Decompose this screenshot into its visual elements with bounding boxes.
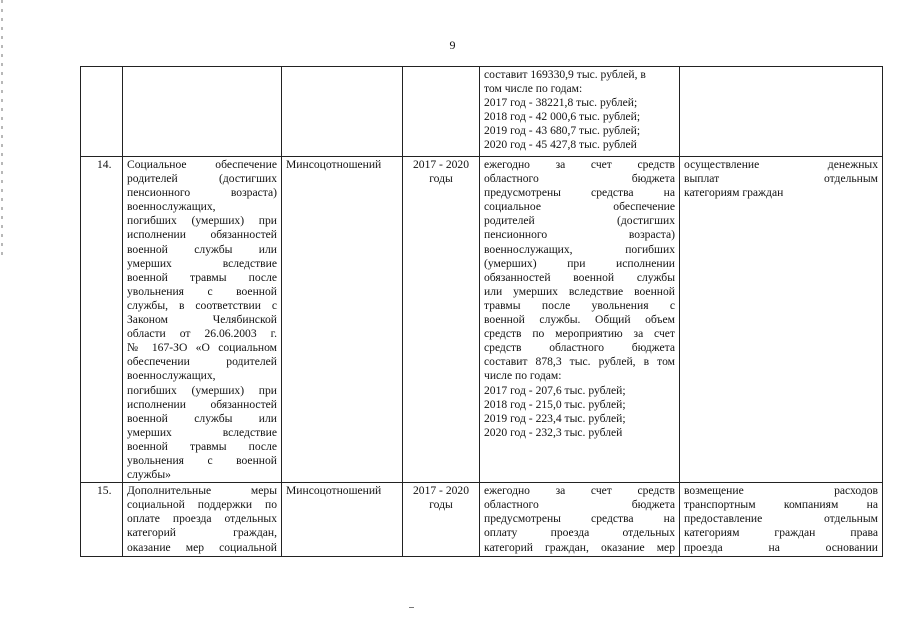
text-line: выплат отдельным xyxy=(684,172,878,186)
financing-cell xyxy=(480,157,680,483)
text-line: умерших вследствие xyxy=(127,256,277,270)
table-row xyxy=(81,157,883,483)
text-line: военнослужащих, xyxy=(127,369,216,383)
text-line: категорий граждан, оказание мер xyxy=(484,540,675,554)
text-line: том числе по годам: xyxy=(484,82,583,96)
result-cell xyxy=(680,67,883,157)
text-line: составит 878,3 тыс. рублей, в том xyxy=(484,355,675,369)
text-line: военной службы или xyxy=(127,411,277,425)
text-line: Законом Челябинской xyxy=(127,313,277,327)
text-line: исполнении обязанностей xyxy=(127,228,277,242)
text-line: увольнения с военной xyxy=(127,453,277,467)
term-cell xyxy=(403,483,480,557)
executor-cell xyxy=(282,67,403,157)
text-line: годы xyxy=(429,172,453,186)
text-line: Дополнительные меры xyxy=(127,484,277,498)
text-line: обеспечении родителей xyxy=(127,355,277,369)
text-line: службы, в соответствии с xyxy=(127,298,277,312)
result-cell xyxy=(680,157,883,483)
text-line: военной службы или xyxy=(127,242,277,256)
text-line: 2017 год - 207,6 тыс. рублей; xyxy=(484,383,626,397)
text-line: категориям граждан xyxy=(684,186,784,200)
text-line: составит 169330,9 тыс. рублей, в xyxy=(484,68,646,81)
row-number-cell: 15. xyxy=(81,483,123,557)
text-line: 2018 год - 42 000,6 тыс. рублей; xyxy=(484,110,641,124)
text-line: средств областного бюджета xyxy=(484,341,675,355)
text-line: предусмотрены средства на xyxy=(484,512,675,526)
text-line: увольнения с военной xyxy=(127,284,277,298)
scan-mark xyxy=(409,607,414,608)
text-line: оплату проезда отдельных xyxy=(484,526,675,540)
text-line: военной травмы после xyxy=(127,439,277,453)
text-line: пенсионного возраста) xyxy=(484,228,675,242)
program-measures-table xyxy=(80,66,883,557)
text-line: осуществление денежных xyxy=(684,158,878,171)
term-cell xyxy=(403,67,480,157)
measure-name-cell xyxy=(123,483,282,557)
text-line: военной травмы после xyxy=(127,270,277,284)
text-line: 2017 год - 38221,8 тыс. рублей; xyxy=(484,96,638,110)
text-line: или умерших вследствие военной xyxy=(484,284,675,298)
text-line: 2017 - 2020 xyxy=(412,484,470,498)
text-line: числе по годам: xyxy=(484,369,562,383)
text-line: 2020 год - 45 427,8 тыс. рублей xyxy=(484,138,637,152)
text-line: 2018 год - 215,0 тыс. рублей; xyxy=(484,397,626,411)
measure-name-cell xyxy=(123,157,282,483)
text-line: № 167-ЗО «О социальном xyxy=(127,341,277,355)
text-line: областного бюджета xyxy=(484,498,675,512)
text-line: 2020 год - 232,3 тыс. рублей xyxy=(484,425,623,439)
table-row xyxy=(81,483,883,557)
text-line: родителей (достигших xyxy=(484,214,675,228)
text-line: области от 26.06.2003 г. xyxy=(127,327,277,341)
text-line: проезда на основании xyxy=(684,540,878,554)
text-line: предусмотрены средства на xyxy=(484,186,675,200)
financing-cell xyxy=(480,483,680,557)
text-line: умерших вследствие xyxy=(127,425,277,439)
text-line: обязанностей военной службы xyxy=(484,270,675,284)
measure-name-cell xyxy=(123,67,282,157)
text-line: военнослужащих, погибших xyxy=(484,242,675,256)
text-line: возмещение расходов xyxy=(684,484,878,498)
text-line: ежегодно за счет средств xyxy=(484,484,675,498)
text-line: погибших (умерших) при xyxy=(127,383,277,397)
text-line: 2019 год - 223,4 тыс. рублей; xyxy=(484,411,626,425)
text-line: 2019 год - 43 680,7 тыс. рублей; xyxy=(484,124,641,138)
text-line: родителей (достигших xyxy=(127,172,277,186)
text-line: пенсионного возраста) xyxy=(127,186,277,200)
row-number-cell: 14. xyxy=(81,157,123,483)
text-line: областного бюджета xyxy=(484,172,675,186)
text-line: социальное обеспечение xyxy=(484,200,675,214)
text-line: ежегодно за счет средств xyxy=(484,158,675,171)
result-cell xyxy=(680,483,883,557)
table-row xyxy=(81,67,883,157)
text-line: военнослужащих, xyxy=(127,200,216,214)
executor-cell: Минсоцотношений xyxy=(282,157,403,483)
text-line: исполнении обязанностей xyxy=(127,397,277,411)
text-line: военной службы. Общий объем xyxy=(484,313,675,327)
row-number-cell xyxy=(81,67,123,157)
text-line: (умерших) при исполнении xyxy=(484,256,675,270)
text-line: годы xyxy=(429,498,453,512)
text-line: погибших (умерших) при xyxy=(127,214,277,228)
executor-cell: Минсоцотношений xyxy=(282,483,403,557)
page-number: 9 xyxy=(449,38,456,52)
text-line: оказание мер социальной xyxy=(127,540,277,554)
text-line: службы» xyxy=(127,468,171,482)
term-cell xyxy=(403,157,480,483)
text-line: средств по мероприятию за счет xyxy=(484,327,675,341)
text-line: Социальное обеспечение xyxy=(127,158,277,171)
text-line: 2017 - 2020 xyxy=(412,158,470,171)
text-line: оплате проезда отдельных xyxy=(127,512,277,526)
financing-cell xyxy=(480,67,680,157)
text-line: предоставление отдельным xyxy=(684,512,878,526)
text-line: социальной поддержки по xyxy=(127,498,277,512)
text-line: травмы после увольнения с xyxy=(484,298,675,312)
text-line: категориям граждан права xyxy=(684,526,878,540)
text-line: транспортным компаниям на xyxy=(684,498,878,512)
text-line: категорий граждан, xyxy=(127,526,277,540)
